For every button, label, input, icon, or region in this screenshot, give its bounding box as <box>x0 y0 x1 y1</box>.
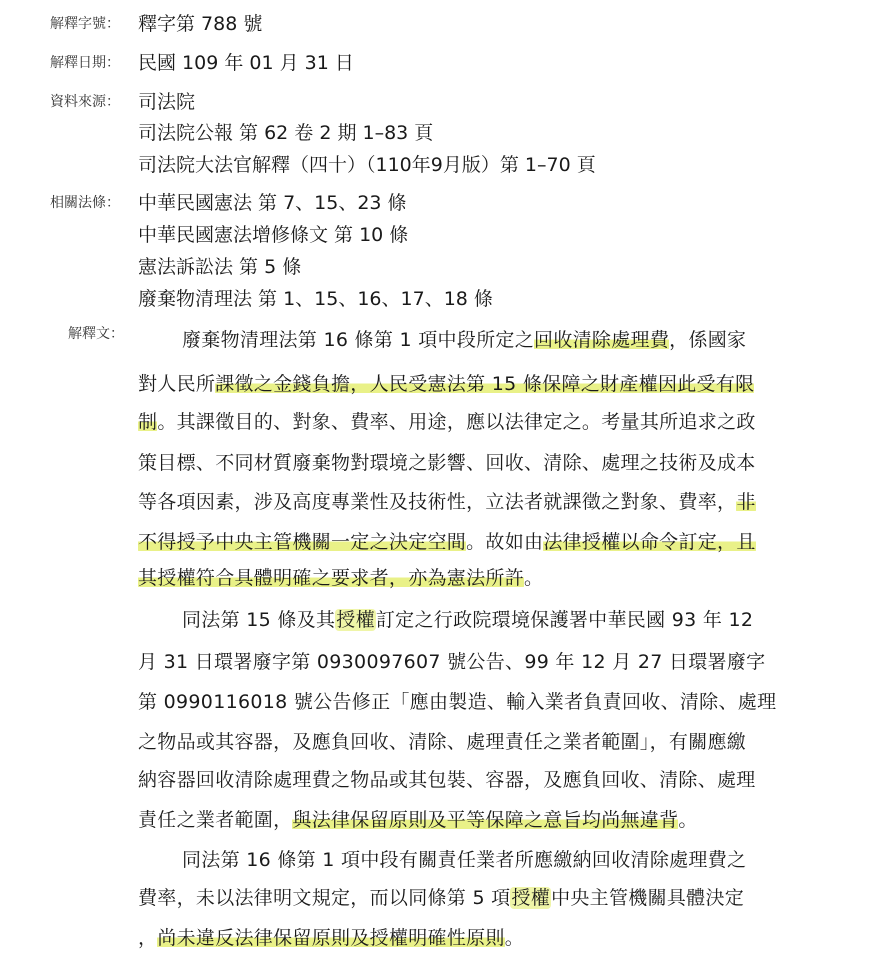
text-run: ，係國家 <box>669 329 747 351</box>
law-line: 中華民國憲法增修條文 第 10 條 <box>138 224 409 246</box>
source-line: 司法院大法官解釋（四十）（110年9月版）第 1–70 頁 <box>138 154 596 176</box>
text-run: 等各項因素，涉及高度專業性及技術性，立法者就課徵之對象、費率， <box>138 491 737 513</box>
text-run: 同法第 15 條及其 <box>182 609 336 631</box>
body-line <box>138 926 852 950</box>
text-run: 。 <box>504 927 525 949</box>
highlight: 制 <box>138 411 158 433</box>
body-line <box>138 530 852 554</box>
text-run: 中央主管機關具體決定 <box>551 887 745 909</box>
text-run: 。 <box>678 809 698 831</box>
highlight: 法律授權以命令訂定，且 <box>543 531 756 553</box>
label-text: 解釋文： <box>68 326 124 342</box>
highlight: 授權 <box>336 609 375 631</box>
body-line <box>138 886 852 910</box>
law-line: 憲法訴訟法 第 5 條 <box>138 256 302 278</box>
law-line: 中華民國憲法 第 7、15、23 條 <box>138 192 407 214</box>
text-run: 。其課徵目的、對象、費率、用途，應以法律定之。考量其所追求之政 <box>157 411 756 433</box>
text-run: 。 <box>524 567 544 589</box>
law-line: 廢棄物清理法 第 1、15、16、17、18 條 <box>138 288 493 310</box>
highlight: 不得授予中央主管機關一定之決定空間 <box>138 531 467 553</box>
text-run: 責任之業者範圍， <box>138 809 293 831</box>
body-line: 第 0990116018 號公告修正「應由製造、輸入業者負責回收、清除、處理 <box>138 691 777 713</box>
label-date: 解釋日期： <box>50 55 120 71</box>
label-source: 資料來源： <box>50 94 120 110</box>
text-run: 對人民所 <box>138 373 216 395</box>
body-line <box>138 410 852 434</box>
text-run: 廢棄物清理法第 16 條第 1 項中段所定之 <box>182 329 535 351</box>
text-run: 。故如由 <box>466 531 544 553</box>
body-line: 策目標、不同材質廢棄物對環境之影響、回收、清除、處理之技術及成本 <box>138 452 756 474</box>
body-line: 之物品或其容器，及應負回收、清除、處理責任之業者範圍」，有關應繳 <box>138 731 747 753</box>
highlight: 與法律保留原則及平等保障之意旨均尚無違背 <box>292 809 679 831</box>
interp-no: 釋字第 788 號 <box>138 13 263 35</box>
label-interp-no: 解釋字號： <box>50 16 120 32</box>
highlight: 課徵之金錢負擔，人民受憲法第 15 條保障之財產權因此受有限 <box>215 373 755 395</box>
interp-date: 民國 109 年 01 月 31 日 <box>138 52 354 74</box>
body-line <box>138 490 852 514</box>
highlight: 回收清除處理費 <box>534 329 670 351</box>
source-line: 司法院 <box>138 91 196 113</box>
body-line <box>138 608 881 632</box>
text-run: ， <box>138 927 158 949</box>
body-line: 納容器回收清除處理費之物品或其包裝、容器，及應負回收、清除、處理 <box>138 769 756 791</box>
text-run: 訂定之行政院環境保護署中華民國 93 年 12 <box>375 609 754 631</box>
highlight: 授權 <box>511 887 551 909</box>
body-line <box>138 808 852 832</box>
source-line: 司法院公報 第 62 卷 2 期 1–83 頁 <box>138 122 434 144</box>
text-run: 費率，未以法律明文規定，而以同條第 5 項 <box>138 887 511 909</box>
body-line: 同法第 16 條第 1 項中段有關責任業者所應繳納回收清除處理費之 <box>182 849 747 871</box>
body-line <box>138 328 881 352</box>
highlight: 非 <box>736 491 756 513</box>
highlight: 尚未違反法律保留原則及授權明確性原則 <box>157 927 505 949</box>
highlight: 其授權符合具體明確之要求者，亦為憲法所許 <box>138 567 525 589</box>
body-line <box>138 372 852 396</box>
body-line <box>138 566 852 590</box>
label-laws: 相關法條： <box>50 195 120 211</box>
body-line: 月 31 日環署廢字第 0930097607 號公告、99 年 12 月 27 日環署廢字 <box>138 651 766 673</box>
